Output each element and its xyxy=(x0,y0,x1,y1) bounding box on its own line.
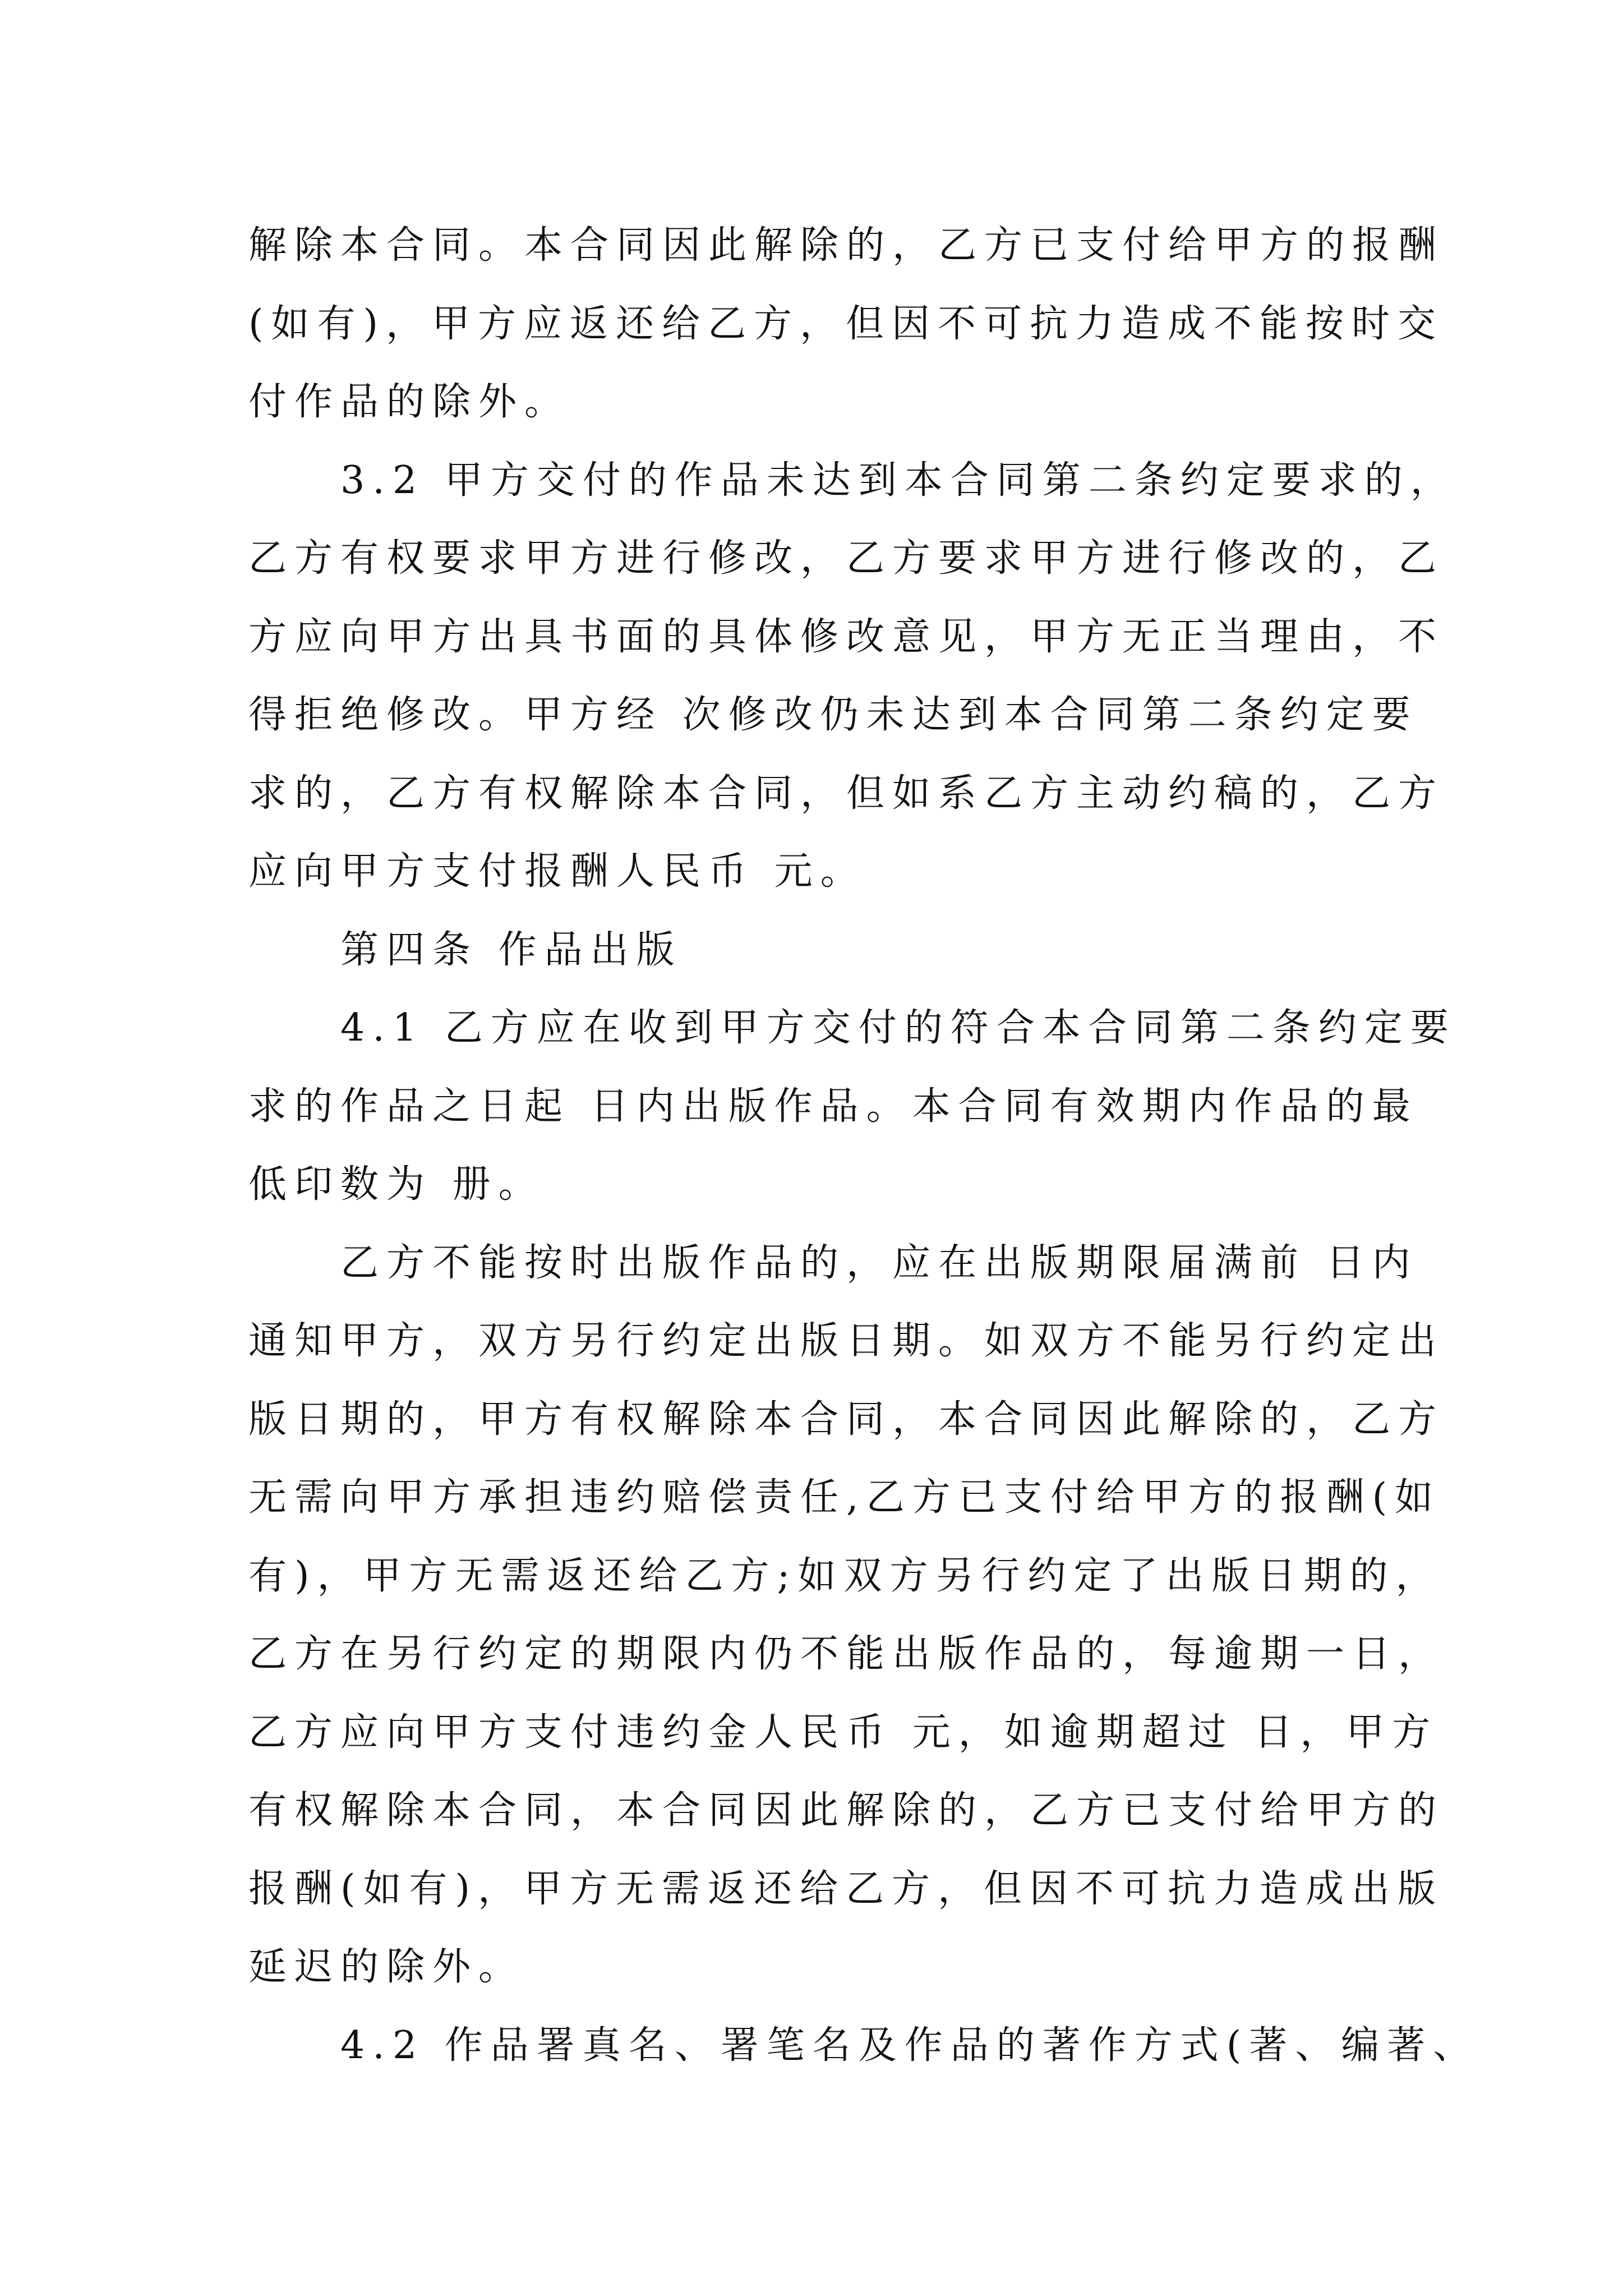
text-line: 有权解除本合同，本合同因此解除的，乙方已支付给甲方的 xyxy=(248,1788,1445,1833)
text-line: 延迟的除外。 xyxy=(248,1945,525,1989)
text-line: 有)，甲方无需返还给乙方;如双方另行约定了出版日期的， xyxy=(248,1553,1442,1598)
section-heading: 第四条 作品出版 xyxy=(248,927,683,972)
text-line: 乙方不能按时出版作品的，应在出版期限届满前 日内 xyxy=(248,1240,1418,1285)
text-line: 4.1 乙方应在收到甲方交付的符合本合同第二条约定要 xyxy=(248,1006,1456,1050)
text-line: 通知甲方，双方另行约定出版日期。如双方不能另行约定出 xyxy=(248,1319,1445,1363)
text-line: 方应向甲方出具书面的具体修改意见，甲方无正当理由，不 xyxy=(248,614,1445,659)
text-line: 报酬(如有)，甲方无需返还给乙方，但因不可抗力造成出版 xyxy=(248,1866,1444,1911)
text-line: 无需向甲方承担违约赔偿责任,乙方已支付给甲方的报酬(如 xyxy=(248,1475,1441,1520)
text-line: (如有)，甲方应返还给乙方，但因不可抗力造成不能按时交 xyxy=(248,301,1444,346)
document-body xyxy=(248,206,1479,2085)
text-line: 低印数为 册。 xyxy=(248,1162,545,1207)
text-line: 乙方有权要求甲方进行修改，乙方要求甲方进行修改的，乙 xyxy=(248,536,1445,581)
text-line: 版日期的，甲方有权解除本合同，本合同因此解除的，乙方 xyxy=(248,1397,1445,1442)
text-line: 求的，乙方有权解除本合同，但如系乙方主动约稿的，乙方 xyxy=(248,771,1445,816)
text-line: 求的作品之日起 日内出版作品。本合同有效期内作品的最 xyxy=(248,1084,1418,1129)
text-line: 乙方在另行约定的期限内仍不能出版作品的，每逾期一日， xyxy=(248,1632,1445,1676)
text-line: 应向甲方支付报酬人民币 元。 xyxy=(248,849,866,894)
text-line: 4.2 作品署真名、署笔名及作品的著作方式(著、编著、 xyxy=(248,2023,1479,2068)
text-line: 乙方应向甲方支付违约金人民币 元，如逾期超过 日，甲方 xyxy=(248,1710,1438,1755)
text-line: 得拒绝修改。甲方经 次修改仍未达到本合同第二条约定要 xyxy=(248,693,1418,737)
text-line: 3.2 甲方交付的作品未达到本合同第二条约定要求的， xyxy=(248,458,1456,503)
text-line: 付作品的除外。 xyxy=(248,380,571,424)
text-line: 解除本合同。本合同因此解除的，乙方已支付给甲方的报酬 xyxy=(248,223,1445,268)
